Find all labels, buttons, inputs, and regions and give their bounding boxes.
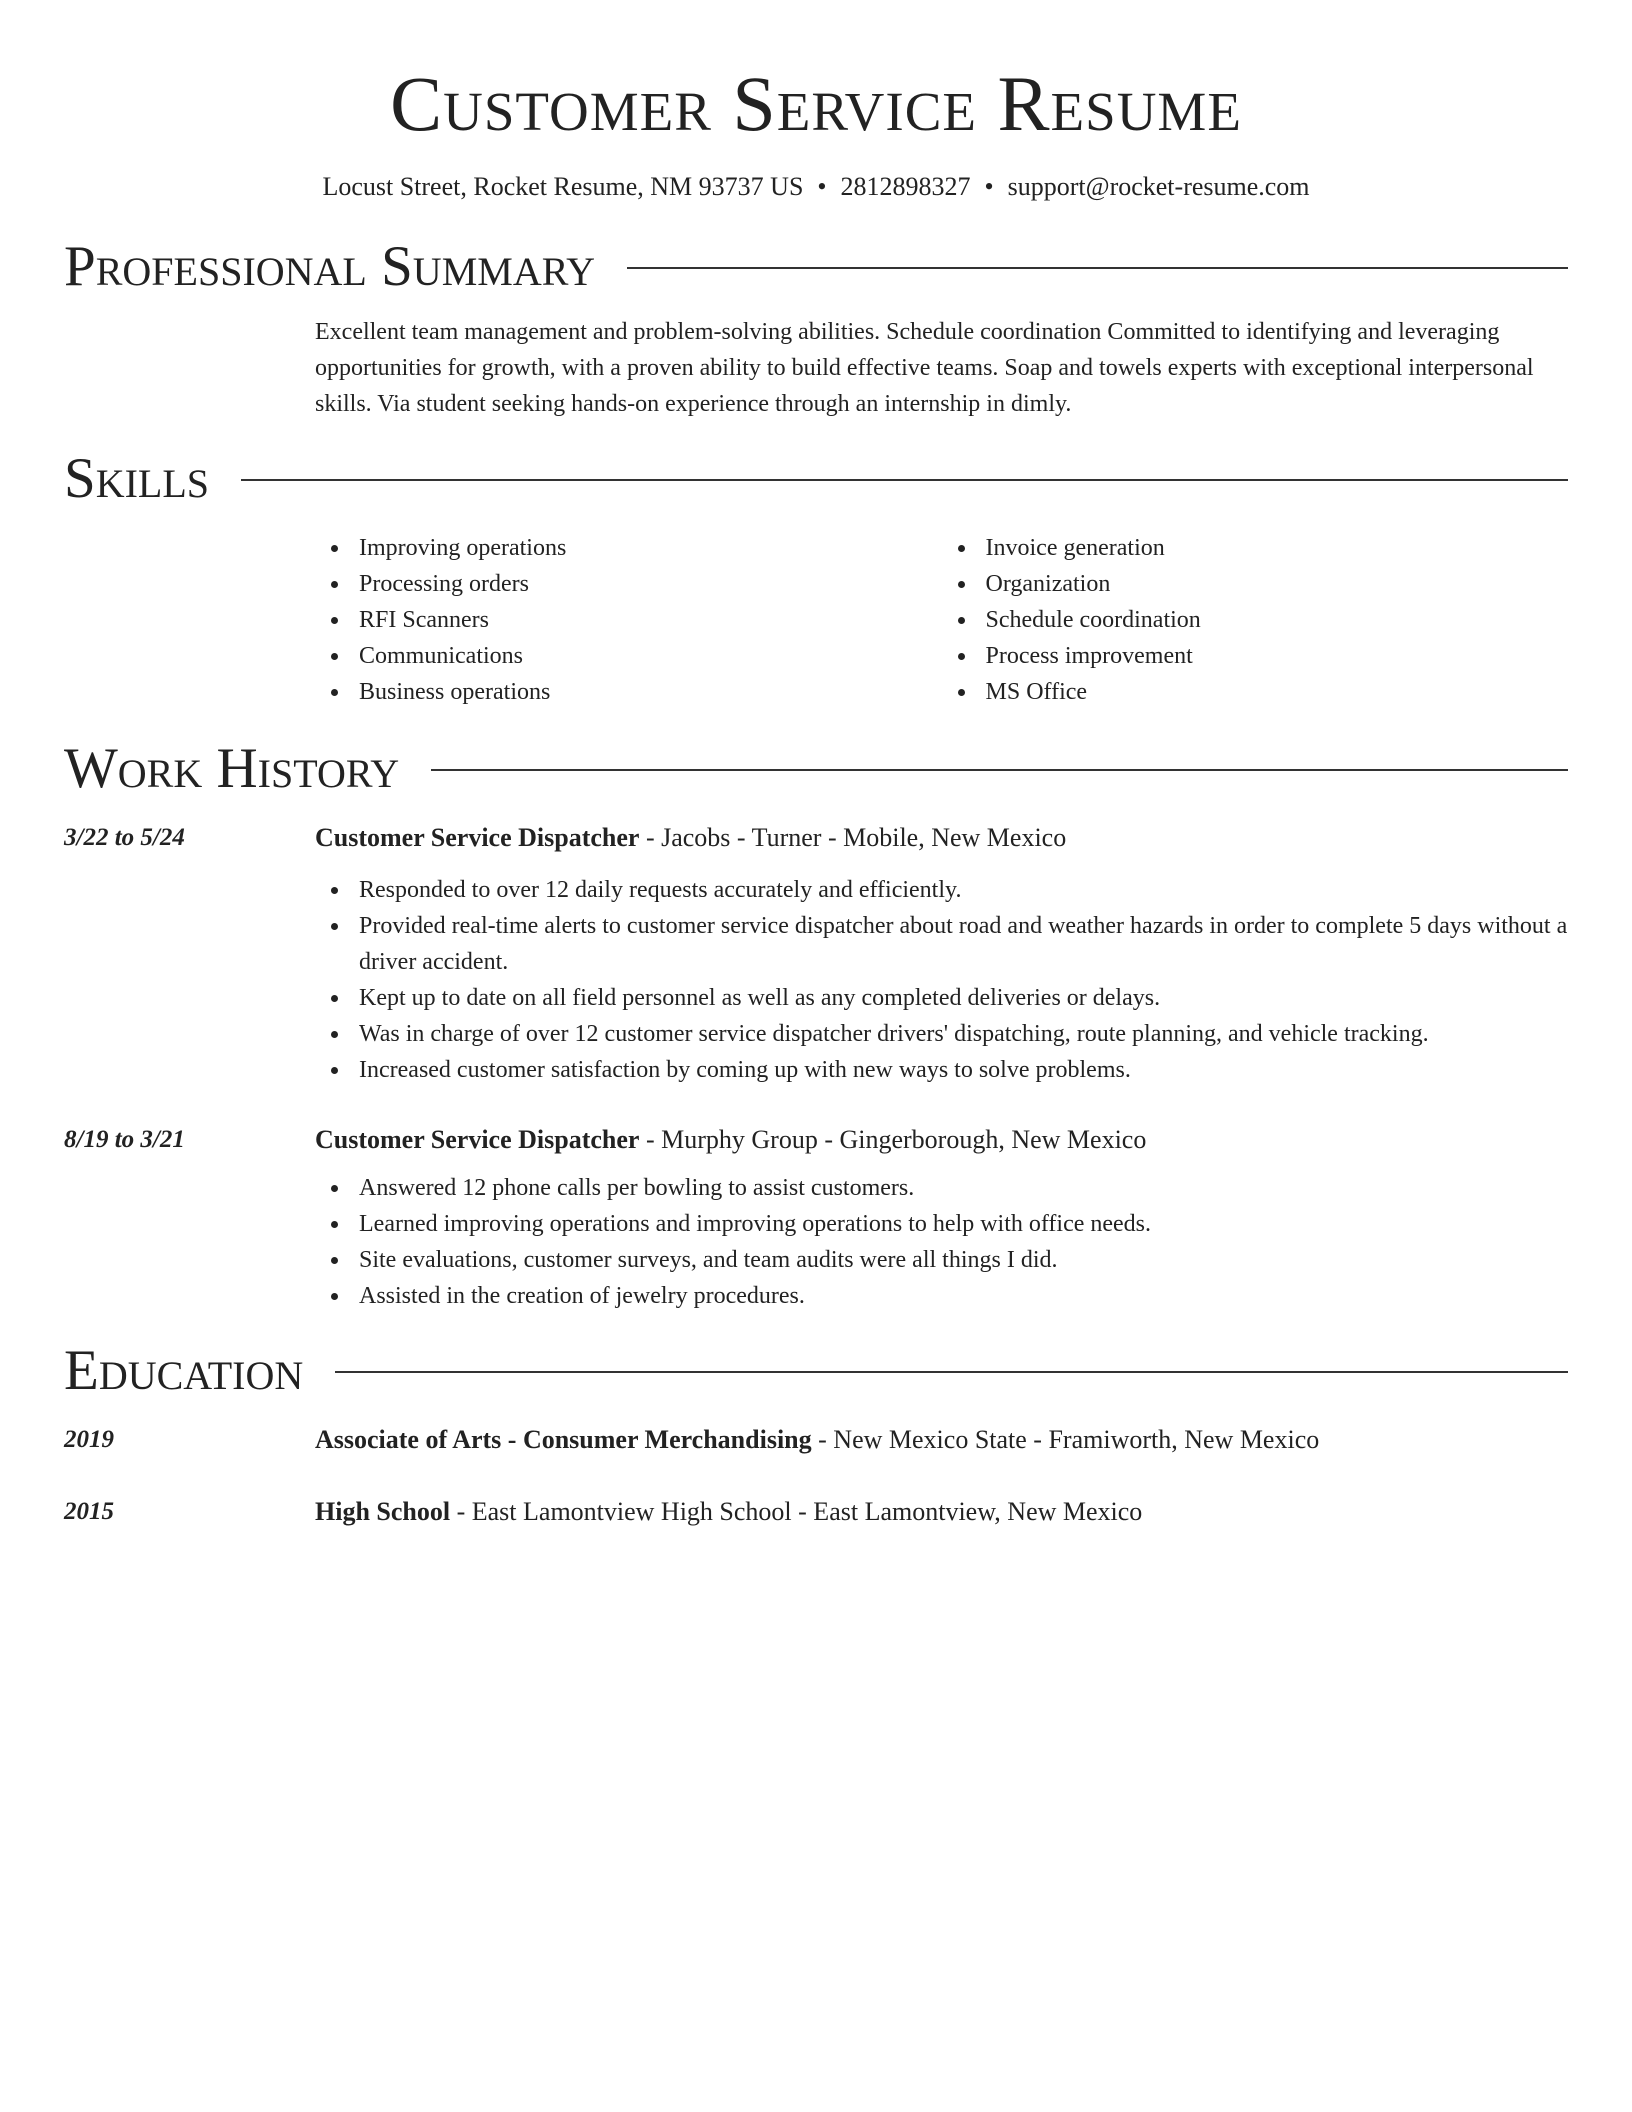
education-details [315, 1494, 1568, 1530]
job-role: Customer Service Dispatcher [315, 1125, 640, 1154]
skills-column-left [315, 530, 942, 710]
summary-heading: Professional Summary [64, 235, 596, 298]
responsibility-item: Increased customer satisfaction by coming up with new ways to solve problems. [359, 1052, 1568, 1088]
education-degree: Associate of Arts - Consumer Merchandising [315, 1425, 812, 1454]
section-divider [627, 267, 1568, 269]
education-title-line [315, 1494, 1568, 1530]
contact-separator: • [984, 172, 994, 201]
skill-item: Business operations [359, 674, 942, 710]
education-title-line [315, 1422, 1568, 1458]
contact-separator: • [817, 172, 827, 201]
responsibility-item: Assisted in the creation of jewelry procedures. [359, 1278, 1568, 1314]
contact-email: support@rocket-resume.com [1007, 172, 1310, 201]
responsibility-item: Site evaluations, customer surveys, and team audits were all things I did. [359, 1242, 1568, 1278]
responsibility-item: Was in charge of over 12 customer service dispatcher drivers' dispatching, route planning, and vehicle tracking. [359, 1016, 1568, 1052]
skill-item: MS Office [986, 674, 1569, 710]
responsibility-item: Provided real-time alerts to customer service dispatcher about road and weather hazards in order to complete 5 days without a driver accident. [359, 908, 1568, 980]
contact-phone: 2812898327 [840, 172, 971, 201]
work-heading: Work History [64, 737, 400, 800]
skill-item: Schedule coordination [986, 602, 1569, 638]
education-entry [64, 1494, 1568, 1530]
education-school: - East Lamontview High School - East Lamontview, New Mexico [450, 1497, 1143, 1526]
responsibility-item: Responded to over 12 daily requests accurately and efficiently. [359, 872, 1568, 908]
contact-address: Locust Street, Rocket Resume, NM 93737 US [322, 172, 804, 201]
skills-heading: Skills [64, 447, 210, 510]
job-dates: 8/19 to 3/21 [64, 1126, 185, 1153]
job-dates: 3/22 to 5/24 [64, 824, 185, 851]
section-divider [241, 479, 1568, 481]
skill-item: RFI Scanners [359, 602, 942, 638]
skill-item: Invoice generation [986, 530, 1569, 566]
responsibility-item: Learned improving operations and improving operations to help with office needs. [359, 1206, 1568, 1242]
education-degree: High School [315, 1497, 451, 1526]
education-heading: Education [64, 1339, 304, 1402]
skill-item: Processing orders [359, 566, 942, 602]
job-entry [64, 1122, 1568, 1314]
responsibility-item: Answered 12 phone calls per bowling to assist customers. [359, 1170, 1568, 1206]
skill-item: Communications [359, 638, 942, 674]
job-role: Customer Service Dispatcher [315, 823, 640, 852]
section-divider [431, 769, 1568, 771]
job-employer: - Murphy Group - Gingerborough, New Mexico [639, 1125, 1147, 1154]
education-entry [64, 1422, 1568, 1458]
summary-section-header [64, 234, 1568, 300]
skills-list [315, 530, 1568, 710]
job-title-line [315, 1122, 1568, 1158]
job-entry [64, 820, 1568, 1088]
skills-column-right [942, 530, 1569, 710]
education-year: 2015 [64, 1498, 114, 1525]
skill-item: Organization [986, 566, 1569, 602]
education-year: 2019 [64, 1426, 114, 1453]
skill-item: Improving operations [359, 530, 942, 566]
education-details [315, 1422, 1568, 1458]
education-school: - New Mexico State - Framiworth, New Mexico [811, 1425, 1320, 1454]
job-title-line [315, 820, 1568, 856]
job-details [315, 820, 1568, 1088]
skill-item: Process improvement [986, 638, 1569, 674]
work-section-header [64, 736, 1568, 802]
responsibility-item: Kept up to date on all field personnel as well as any completed deliveries or delays. [359, 980, 1568, 1016]
summary-text: Excellent team management and problem-solving abilities. Schedule coordination Committed to identifying and leveraging opportunities for growth, with a proven ability to build effective teams. Soap and towels experts with exceptional interpersonal skills. Via student seeking hands-on experience through an internship in dimly. [315, 319, 1534, 417]
job-responsibilities [315, 872, 1568, 1088]
job-responsibilities [315, 1170, 1568, 1314]
skills-section-header [64, 446, 1568, 512]
job-details [315, 1122, 1568, 1314]
job-employer: - Jacobs - Turner - Mobile, New Mexico [639, 823, 1067, 852]
contact-line [64, 170, 1568, 204]
education-section-header [64, 1338, 1568, 1404]
resume-title: Customer Service Resume [390, 60, 1242, 147]
section-divider [335, 1371, 1568, 1373]
